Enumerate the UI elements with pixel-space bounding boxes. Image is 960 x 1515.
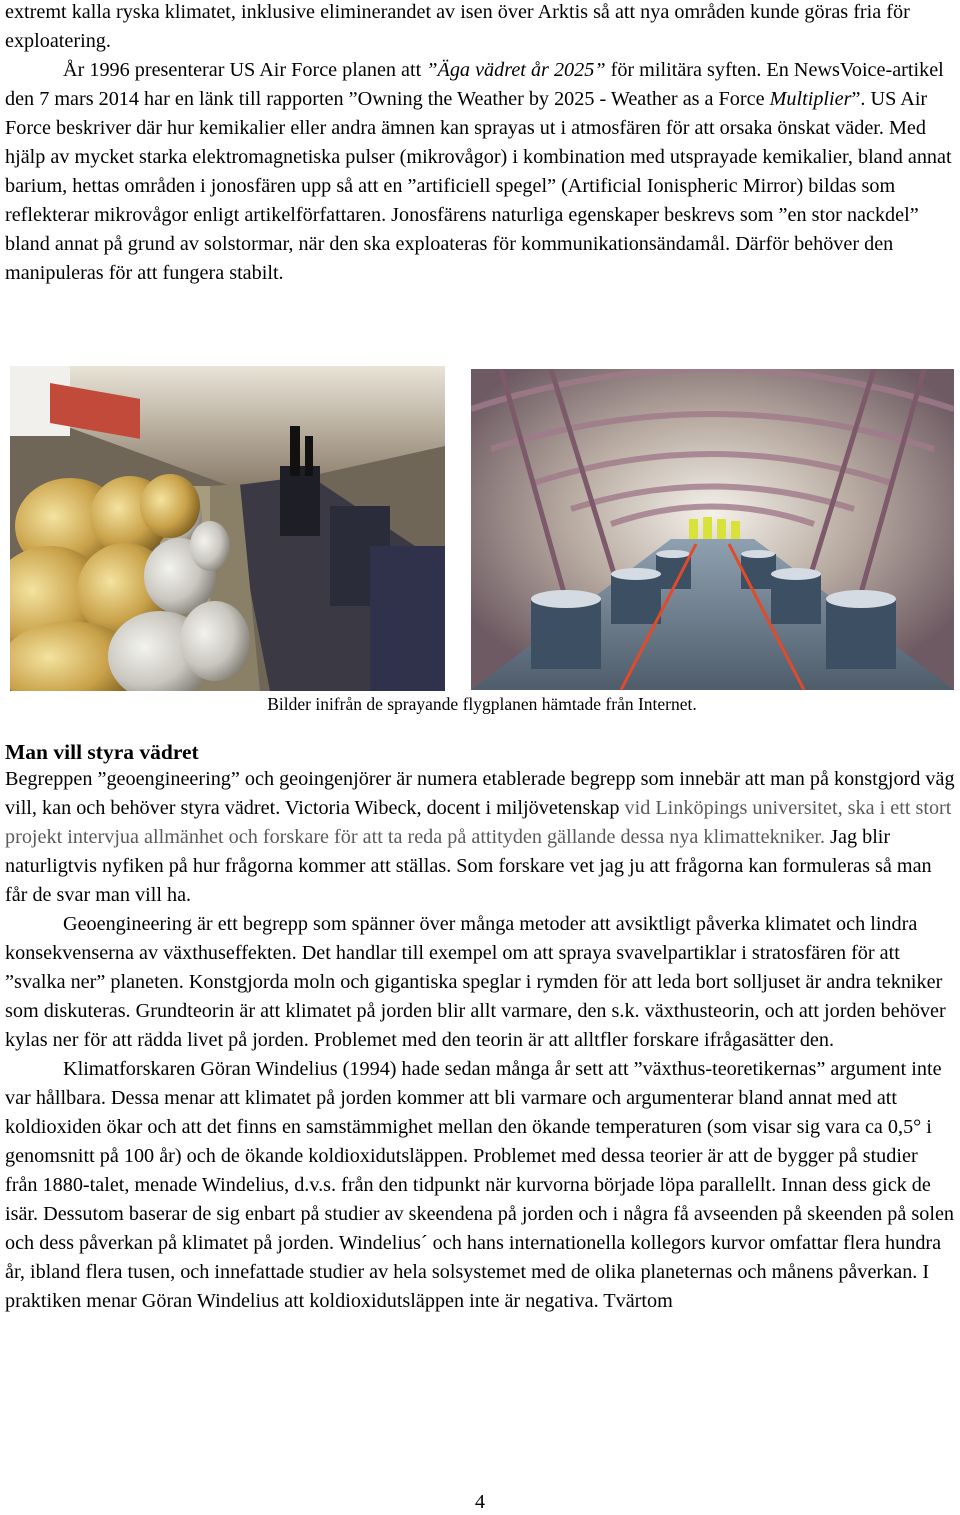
top-paragraph-b-post: för militära syften. En NewsVoice-artikel den 7 mars 2014 har en länk till rapporten ”Owning the Weather by 2025 - Weather as a Force [5, 59, 944, 110]
section-paragraph-2: Geoengineering är ett begrepp som spänner över många metoder att avsiktligt påverka klimatet och lindra konsekvenserna av växthuseffekten. Det handlar till exempel om att spraya svavelpartiklar i stratosfären för att ”svalka ner” planeten. Konstgjorda moln och gigantiska speglar i rymden för att leda bort solljuset är andra tekniker som diskuteras. Grundteorin är att klimatet på jorden blir allt varmare, den s.k. växthusteorin, och att jorden behöver kylas ner för att rädda livet på jorden. Problemet med den teorin är att alltfler forskare ifrågasätter den. [5, 913, 946, 1051]
section-paragraph-3: Klimatforskaren Göran Windelius (1994) hade sedan många år sett att ”växthus-teoretikernas” argument inte var hållbara. Dessa menar att klimatet på jorden kommer att bli varmare och argumenterar bland annat med att koldioxiden ökar och att det finns en samstämmighet mellan den ökande temperaturen (som visar sig vara ca 0,5° i genomsnitt på 100 år) och de ökande koldioxidutsläppen. Problemet med dessa teorier är att de bygger på studier från 1880-talet, menade Windelius, d.v.s. från den tidpunkt när kurvorna började löpa parallellt. Innan dess gick de isär. Dessutom baserar de sig enbart på studier av skeendena på jorden och i några få avseenden på skeenden på solen och dess påverkan på klimatet på jorden. Windelius´ och hans internationella kollegors kurvor omfattar flera hundra år, ibland flera tusen, och innefattade studier av hela solsystemet med de olika planeternas och månens påverkan. I praktiken menar Göran Windelius att koldioxidutsläppen inte är negativa. Tvärtom [5, 1058, 955, 1312]
aircraft-interior-barrels-photo [10, 366, 445, 691]
top-paragraph-b-end: ”. US Air Force beskriver där hur kemikalier eller andra ämnen kan sprayas ut i atmosfären för att orsaka önskat väder. Med hjälp av mycket starka elektromagnetiska pulser (mikrovågor) i kombination med utsprayade kemikalier, bland annat barium, hettas områden i jonosfären upp så att en ”artificiell spegel” (Artificial Ionispheric Mirror) bildas som reflekterar mikrovågor enligt artikelförfattaren. Jonosfärens naturliga egenskaper beskrevs som ”en stor nackdel” bland annat på grund av solstormar, när den ska exploateras för kommunikationsändamål. Därför behöver den manipuleras för att fungera stabilt. [5, 88, 952, 284]
aircraft-interior-tanks-photo [471, 369, 954, 690]
section-paragraph-1 [5, 765, 955, 910]
section-p1-a: Begreppen ”geoengineering” och geoingenjörer är numera etablerade begrepp som innebär att man på konstgjord väg vill, kan och behöver styra vädret. Victoria Wibeck, docent i miljövetenskap [5, 768, 955, 819]
top-paragraph-b-italic2: Multiplier [769, 88, 852, 110]
section-body [5, 765, 955, 1316]
section-p1-b: Jag blir naturligtvis nyfiken på hur frågorna kommer att ställas. Som forskare vet jag ju att frågorna kan formuleras så man får de svar man vill ha. [5, 826, 932, 906]
image-caption-text: Bilder inifrån de sprayande flygplanen hämtade från Internet. [267, 694, 697, 714]
top-paragraph-b-pre: År 1996 presenterar US Air Force planen att [63, 59, 427, 81]
top-paragraph-b-italic: ”Äga vädret år 2025” [426, 59, 606, 81]
section-p1-gray: vid Linköpings universitet, ska i ett stort projekt intervjua allmänhet och forskare för att ta reda på attityden gällande dessa nya klimattekniker. [5, 797, 952, 848]
top-paragraph-line-a: extremt kalla ryska klimatet, inklusive eliminerandet av isen över Arktis så att nya områden kunde göras fria för exploatering. [5, 1, 910, 52]
top-paragraph [5, 0, 955, 288]
image-caption [0, 692, 960, 716]
section-heading: Man vill styra vädret [5, 740, 199, 764]
page-number: 4 [475, 1491, 485, 1513]
